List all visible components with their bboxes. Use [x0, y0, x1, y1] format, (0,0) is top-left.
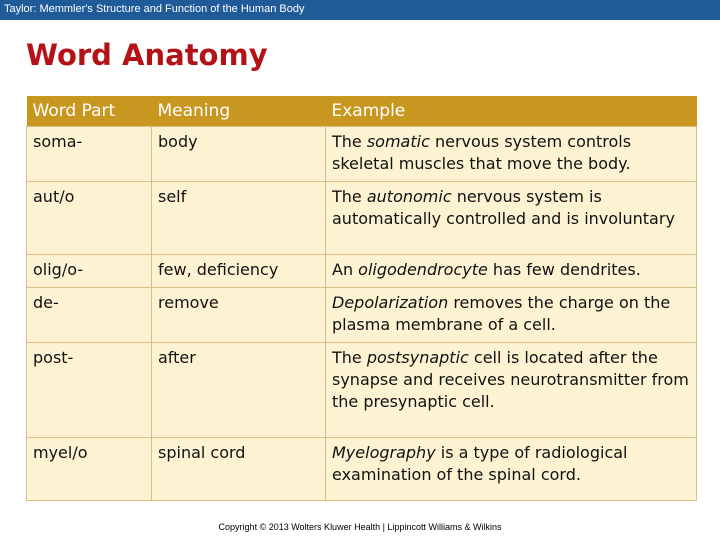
word-part-cell: myel/o	[27, 438, 152, 501]
meaning-cell: after	[152, 343, 326, 438]
column-header-word-part: Word Part	[27, 96, 152, 127]
example-cell	[326, 438, 697, 501]
header-bar	[0, 0, 720, 20]
example-cell	[326, 182, 697, 255]
book-title: Taylor: Memmler's Structure and Function of the Human Body	[4, 3, 305, 15]
page-title: Word Anatomy	[26, 38, 268, 72]
example-cell	[326, 255, 697, 288]
word-part-cell: de-	[27, 288, 152, 343]
example-text: nervous system is automatically controlled and is involuntary	[332, 187, 675, 228]
column-header-meaning: Meaning	[152, 96, 326, 127]
example-cell	[326, 343, 697, 438]
meaning-cell: body	[152, 127, 326, 182]
example-term: postsynaptic	[366, 348, 469, 367]
table-header-row	[27, 96, 697, 127]
example-text: has few dendrites.	[487, 260, 641, 279]
word-part-cell: olig/o-	[27, 255, 152, 288]
example-term: somatic	[366, 132, 430, 151]
table-row	[27, 127, 697, 182]
meaning-cell: self	[152, 182, 326, 255]
example-text: The	[332, 187, 367, 206]
meaning-cell: spinal cord	[152, 438, 326, 501]
column-header-example: Example	[326, 96, 697, 127]
example-term: Depolarization	[332, 293, 449, 312]
word-part-cell: aut/o	[27, 182, 152, 255]
example-term: autonomic	[366, 187, 452, 206]
table-row	[27, 182, 697, 255]
example-term: oligodendrocyte	[358, 260, 488, 279]
example-text: The	[332, 132, 367, 151]
table-row	[27, 438, 697, 501]
example-text: An	[332, 260, 359, 279]
word-anatomy-table	[26, 96, 697, 501]
example-text: removes the charge on the plasma membrane of a cell.	[332, 293, 671, 334]
example-text: cell is located after the synapse and receives neurotransmitter from the presynaptic cell.	[332, 348, 689, 411]
meaning-cell: remove	[152, 288, 326, 343]
table-row	[27, 255, 697, 288]
example-cell	[326, 127, 697, 182]
table-row	[27, 288, 697, 343]
table-row	[27, 343, 697, 438]
word-part-cell: soma-	[27, 127, 152, 182]
word-part-cell: post-	[27, 343, 152, 438]
example-term: Myelography	[332, 443, 436, 462]
example-text: is a type of radiological examination of the spinal cord.	[332, 443, 628, 484]
example-cell	[326, 288, 697, 343]
meaning-cell: few, deficiency	[152, 255, 326, 288]
example-text: The	[332, 348, 367, 367]
copyright-footer: Copyright © 2013 Wolters Kluwer Health | Lippincott Williams & Wilkins	[218, 522, 502, 532]
example-text: nervous system controls skeletal muscles that move the body.	[332, 132, 632, 173]
